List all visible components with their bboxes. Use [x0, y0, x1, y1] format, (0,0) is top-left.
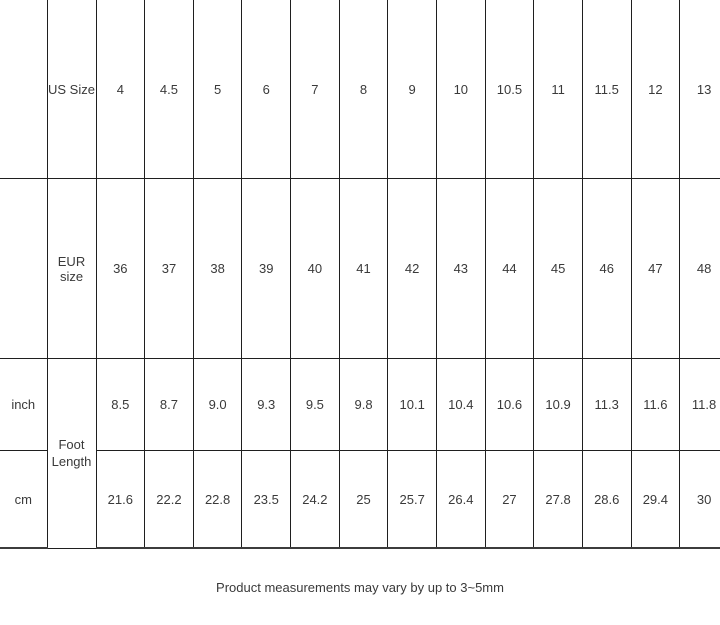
us-size-value: 10.5: [485, 0, 534, 179]
foot-length-cm-value: 25.7: [388, 451, 437, 549]
foot-length-inch-value: 9.8: [339, 359, 388, 451]
foot-length-inch-value: 10.1: [388, 359, 437, 451]
us-size-value: 6: [242, 0, 291, 179]
foot-length-inch-value: 8.5: [96, 359, 145, 451]
us-size-value: 10: [436, 0, 485, 179]
eur-size-value: 43: [436, 179, 485, 359]
us-size-value: 4.5: [145, 0, 194, 179]
table-row-eur-size: [0, 179, 720, 359]
row-header-foot-length: Foot Length: [47, 359, 96, 549]
foot-length-cm-value: 30: [680, 451, 720, 549]
corner-cell-empty-middle: [0, 179, 47, 359]
row-header-us-size: US Size: [47, 0, 96, 179]
eur-size-value: 46: [582, 179, 631, 359]
us-size-value: 12: [631, 0, 680, 179]
foot-length-cm-value: 23.5: [242, 451, 291, 549]
row-header-eur-size: EUR size: [47, 179, 96, 359]
us-size-value: 7: [291, 0, 340, 179]
eur-size-value: 39: [242, 179, 291, 359]
eur-size-value: 36: [96, 179, 145, 359]
us-size-value: 11.5: [582, 0, 631, 179]
eur-size-value: 45: [534, 179, 583, 359]
foot-length-cm-value: 29.4: [631, 451, 680, 549]
eur-size-value: 44: [485, 179, 534, 359]
us-size-value: 4: [96, 0, 145, 179]
foot-length-cm-value: 28.6: [582, 451, 631, 549]
eur-size-value: 40: [291, 179, 340, 359]
us-size-value: 8: [339, 0, 388, 179]
eur-size-value: 37: [145, 179, 194, 359]
eur-size-value: 48: [680, 179, 720, 359]
foot-length-cm-value: 22.8: [193, 451, 242, 549]
foot-length-cm-value: 25: [339, 451, 388, 549]
foot-length-inch-value: 11.6: [631, 359, 680, 451]
us-size-value: 13: [680, 0, 720, 179]
foot-length-inch-value: 8.7: [145, 359, 194, 451]
foot-length-cm-value: 22.2: [145, 451, 194, 549]
eur-size-value: 42: [388, 179, 437, 359]
foot-length-cm-value: 27.8: [534, 451, 583, 549]
measurement-variance-note: Product measurements may vary by up to 3~5mm: [216, 580, 504, 595]
corner-cell-empty-top: [0, 0, 47, 179]
us-size-value: 5: [193, 0, 242, 179]
foot-length-inch-value: 11.8: [680, 359, 720, 451]
foot-length-inch-value: 10.9: [534, 359, 583, 451]
foot-length-inch-value: 9.3: [242, 359, 291, 451]
table-row-foot-length-inch: [0, 359, 720, 451]
unit-label-inch: inch: [0, 359, 47, 451]
unit-label-cm: cm: [0, 451, 47, 549]
foot-length-inch-value: 10.4: [436, 359, 485, 451]
eur-size-value: 41: [339, 179, 388, 359]
foot-length-cm-value: 26.4: [436, 451, 485, 549]
eur-size-value: 47: [631, 179, 680, 359]
foot-length-cm-value: 24.2: [291, 451, 340, 549]
foot-length-cm-value: 21.6: [96, 451, 145, 549]
foot-length-inch-value: 9.0: [193, 359, 242, 451]
foot-length-inch-value: 11.3: [582, 359, 631, 451]
foot-length-inch-value: 9.5: [291, 359, 340, 451]
foot-length-cm-value: 27: [485, 451, 534, 549]
table-row-foot-length-cm: [0, 451, 720, 549]
foot-length-inch-value: 10.6: [485, 359, 534, 451]
table-row-us-size: [0, 0, 720, 179]
us-size-value: 9: [388, 0, 437, 179]
eur-size-value: 38: [193, 179, 242, 359]
us-size-value: 11: [534, 0, 583, 179]
